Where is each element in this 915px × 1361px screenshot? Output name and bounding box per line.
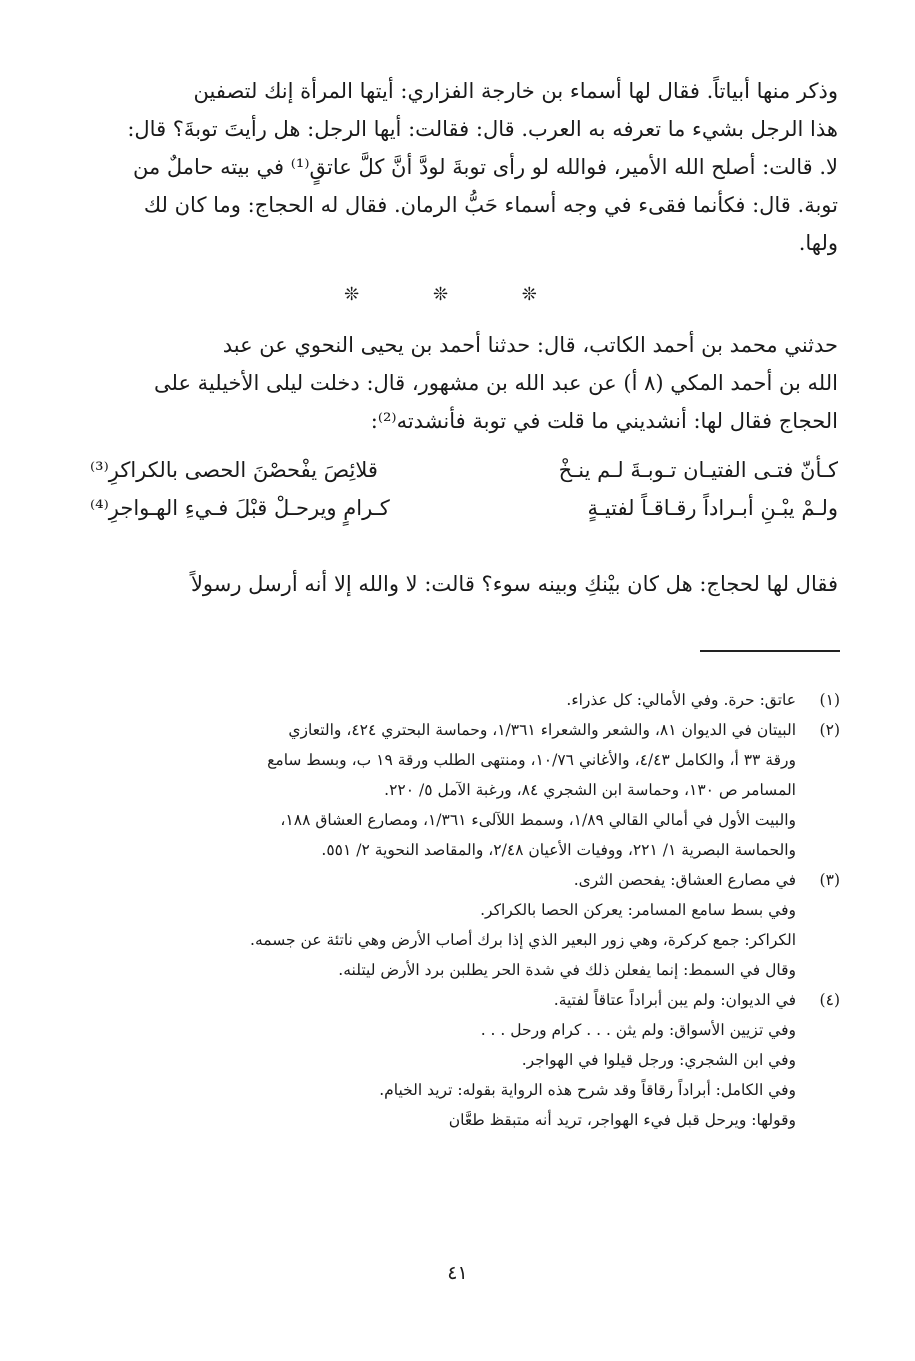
- verse: [78, 458, 838, 496]
- footnote-line: والحماسة البصرية ١/ ٢٢١، ووفيات الأعيان ٢/٤٨، والمقاصد النحوية ٢/ ٥٥١.: [321, 841, 796, 859]
- footnote-number: (٢): [819, 721, 840, 739]
- text-line: الحجاج فقال لها: أنشديني ما قلت في توبة فأنشدته⁽²⁾:: [370, 409, 838, 433]
- footnote-line: في مصارع العشاق: يفحصن الثرى.: [573, 871, 796, 889]
- text-line: لا. قالت: أصلح الله الأمير، فوالله لو رأى توبةَ لودَّ أنَّ كلَّ عاتقٍ⁽¹⁾ في بيته حاملٌ من: [132, 155, 838, 179]
- footnote: [78, 715, 840, 865]
- footnote-number: (٤): [819, 991, 840, 1009]
- section-separator: ❊ ❊ ❊: [344, 284, 571, 305]
- text-line: الله بن أحمد المكي (٨ أ) عن عبد الله بن مشهور، قال: دخلت ليلى الأخيلية على: [153, 371, 838, 395]
- paragraph-1: [78, 72, 838, 262]
- footnote: [78, 985, 840, 1135]
- footnote-number: (٣): [819, 871, 840, 889]
- page-number: ٤١: [447, 1262, 468, 1284]
- footnote-number: (١): [819, 691, 840, 709]
- paragraph-2: [78, 326, 838, 440]
- footnote: [78, 685, 840, 715]
- footnotes: [78, 685, 840, 1135]
- footnote-line: وفي الكامل: أبراداً رقاقاً وقد شرح هذه الرواية بقوله: تريد الخيام.: [379, 1081, 796, 1099]
- footnote-line: وفي تزيين الأسواق: ولم يثن . . . كرام ورحل . . .: [480, 1021, 796, 1039]
- text-line: ولها.: [798, 231, 838, 255]
- verse-second-hemistich: كـرامٍ ويرحـلْ قبْلَ فـيءِ الهـواجرِ⁽⁴⁾: [90, 496, 390, 520]
- paragraph-3: فقال لها لحجاج: هل كان بيْنكِ وبينه سوء؟ قالت: لا والله إلا أنه أرسل رسولاً: [190, 572, 838, 596]
- footnote-line: ورقة ٣٣ أ، والكامل ٤/٤٣، والأغاني ١٠/٧٦، ومنتهى الطلب ورقة ١٩ ب، وبسط سامع: [267, 751, 796, 769]
- footnote-line: عاتق: حرة. وفي الأمالي: كل عذراء.: [566, 691, 796, 709]
- footnote-line: المسامر ص ١٣٠، وحماسة ابن الشجري ٨٤، ورغبة الآمل ٥/ ٢٢٠.: [384, 781, 796, 799]
- verse: [78, 496, 838, 534]
- footnote-line: الكراكر: جمع كركرة، وهي زور البعير الذي إذا برك أصاب الأرض وهي ناتئة عن جسمه.: [250, 931, 796, 949]
- poem-verses: [78, 458, 838, 534]
- footnote: [78, 865, 840, 985]
- footnote-line: وفي بسط سامع المسامر: يعركن الحصا بالكراكر.: [480, 901, 796, 919]
- footnote-divider: [700, 650, 840, 652]
- verse-first-hemistich: كـأنّ فتـى الفتيـان تـوبـةَ لـم ينـخْ: [558, 458, 838, 482]
- text-line: حدثني محمد بن أحمد الكاتب، قال: حدثنا أحمد بن يحيى النحوي عن عبد: [222, 333, 838, 357]
- footnote-line: وقولها: ويرحل قبل فيء الهواجر، تريد أنه متبقظ طعَّان: [448, 1111, 796, 1129]
- text-line: وذكر منها أبياتاً. فقال لها أسماء بن خارجة الفزاري: أيتها المرأة إنك لتصفين: [193, 79, 838, 103]
- footnote-line: والبيت الأول في أمالي القالي ١/٨٩، وسمط اللآلىء ١/٣٦١، ومصارع العشاق ١٨٨،: [280, 811, 796, 829]
- verse-second-hemistich: قلائِصَ يفْحصْنَ الحصى بالكراكرِ⁽³⁾: [90, 458, 378, 482]
- text-line: هذا الرجل بشيء ما تعرفه به العرب. قال: فقالت: أيها الرجل: هل رأيتَ توبةَ؟ قال:: [127, 117, 838, 141]
- footnote-line: وقال في السمط: إنما يفعلن ذلك في شدة الحر يطلبن برد الأرض ليتلنه.: [338, 961, 796, 979]
- text-line: توبة. قال: فكأنما فقىء في وجه أسماء حَبُّ الرمان. فقال له الحجاج: وما كان لك: [143, 193, 838, 217]
- footnote-line: في الديوان: ولم يبن أبراداً عتاقاً لفتية.: [553, 991, 796, 1009]
- footnote-line: وفي ابن الشجري: ورجل قيلوا في الهواجر.: [521, 1051, 796, 1069]
- verse-first-hemistich: ولـمْ يبْـنِ أبـراداً رقـاقـاً لفتيـةٍ: [587, 496, 838, 520]
- footnote-line: البيتان في الديوان ٨١، والشعر والشعراء ١/٣٦١، وحماسة البحتري ٤٢٤، والتعازي: [288, 721, 796, 739]
